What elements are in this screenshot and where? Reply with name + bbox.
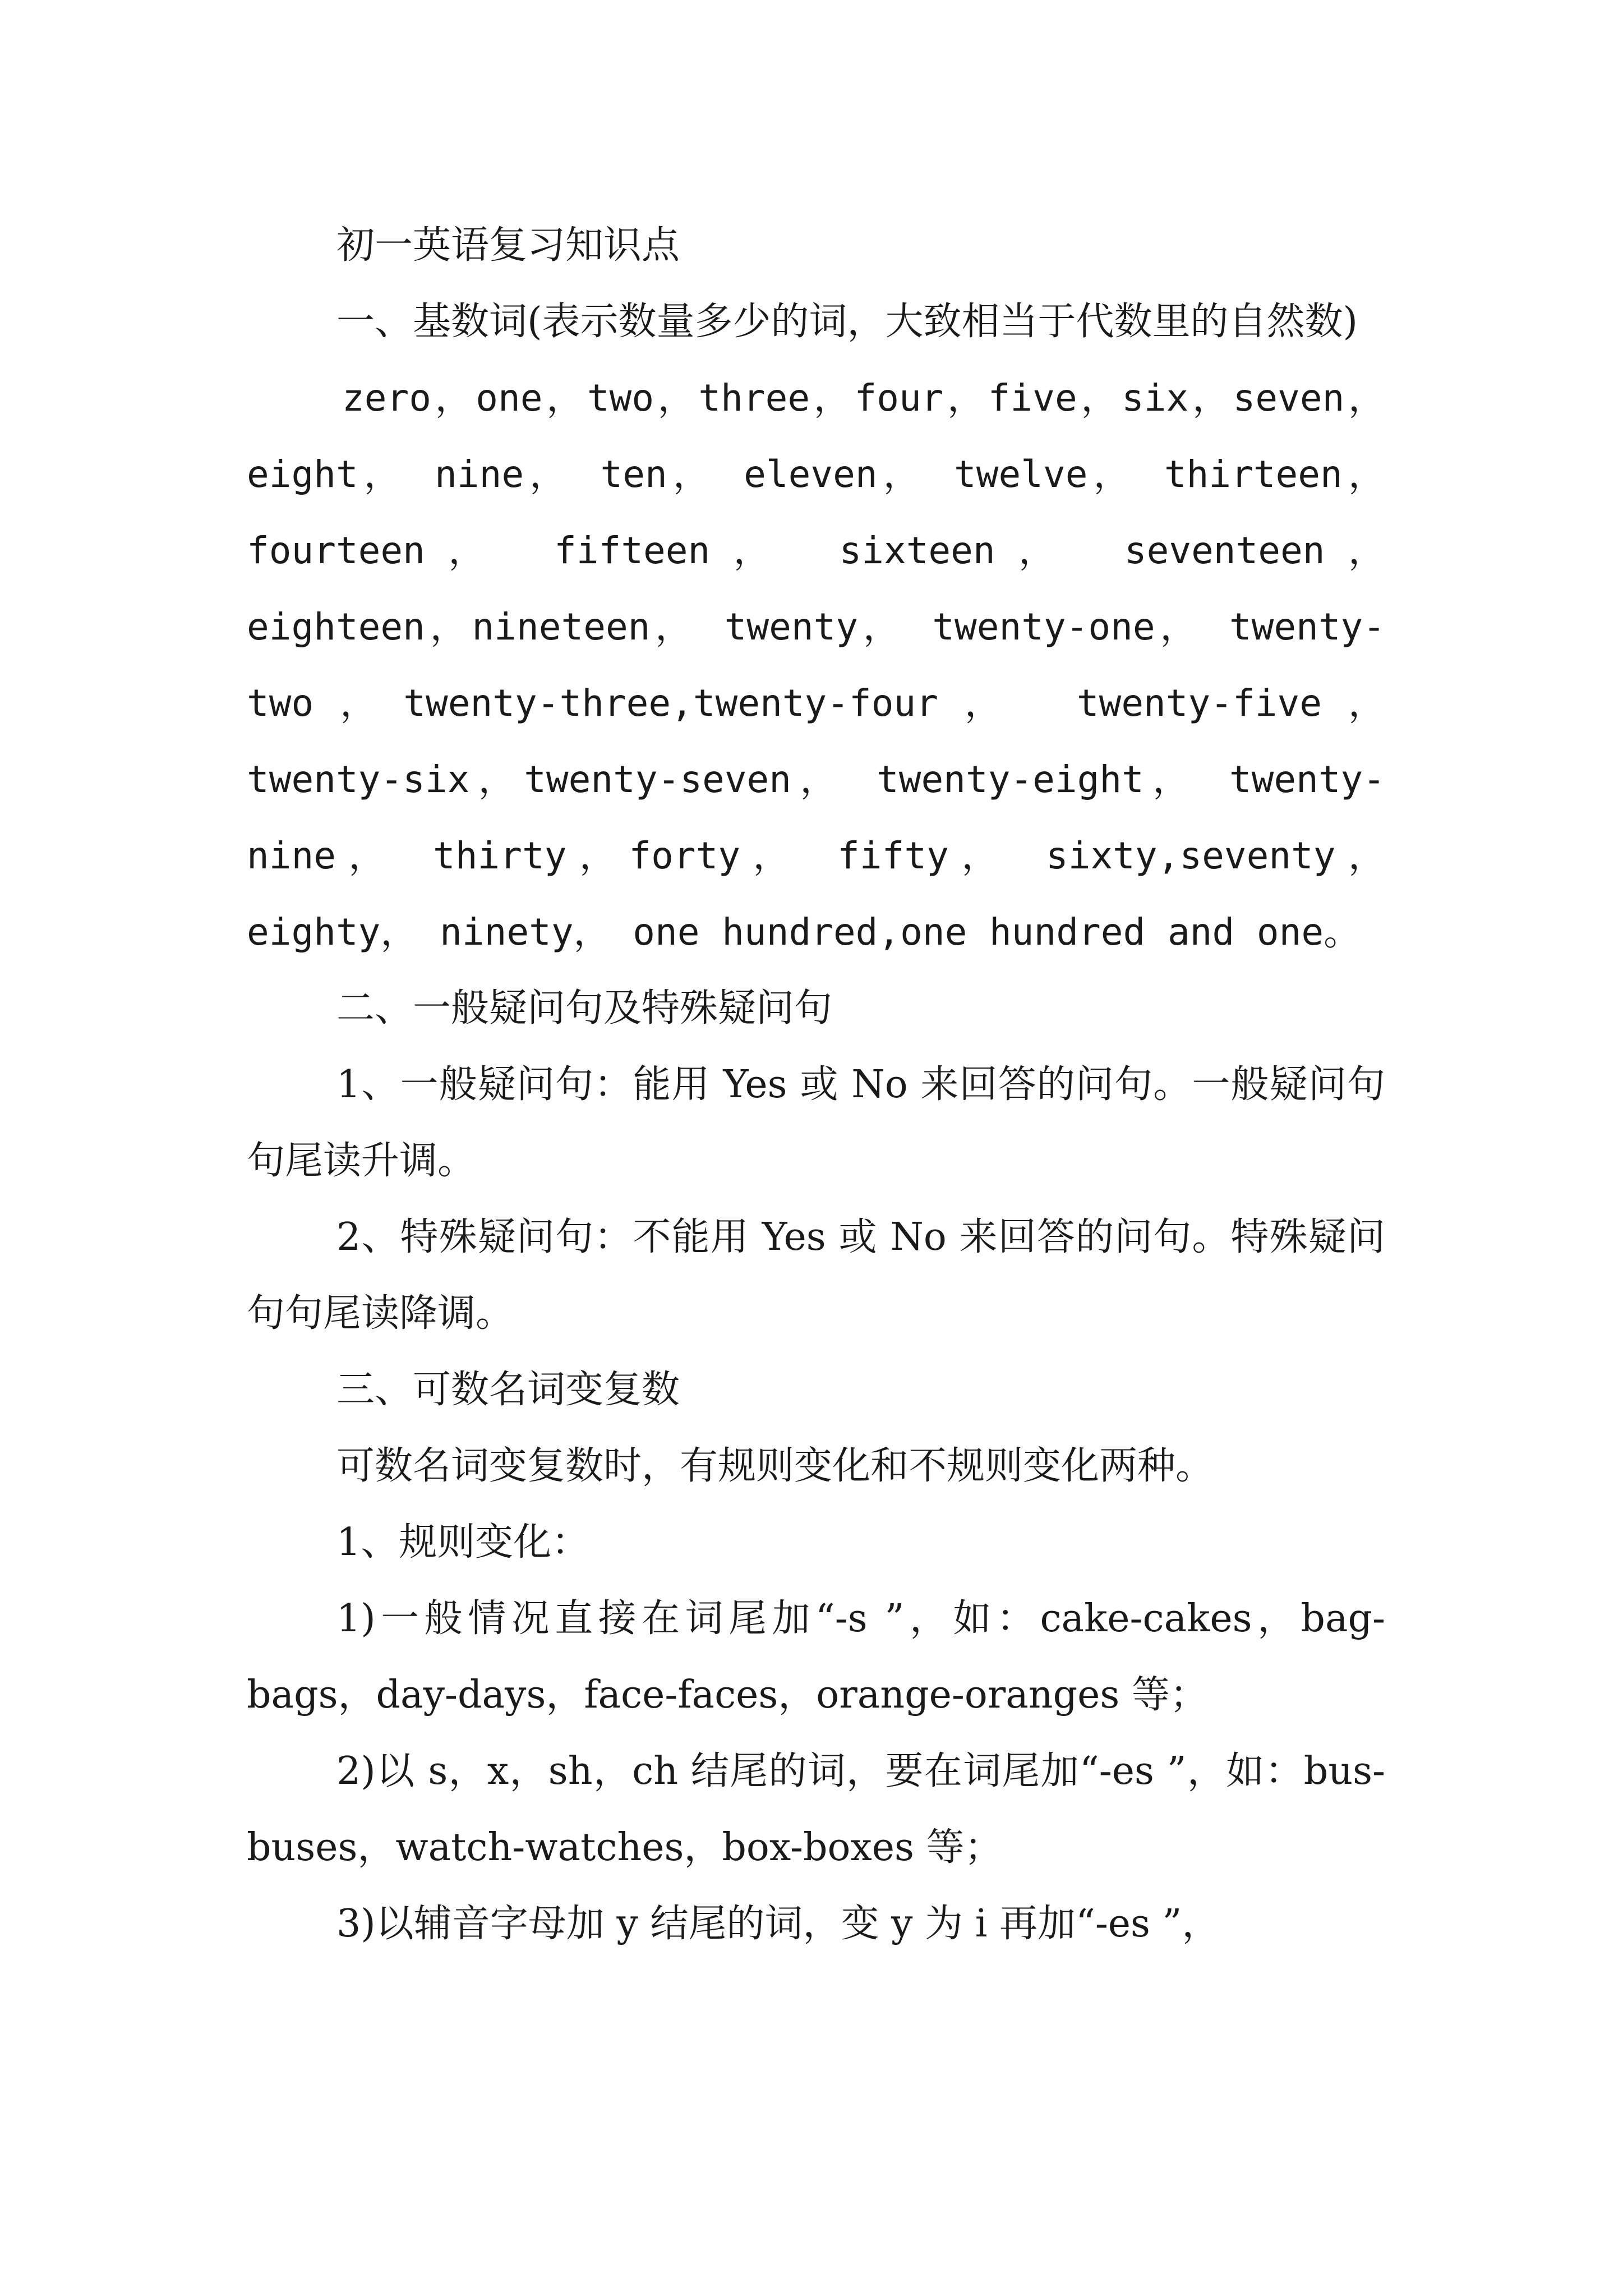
section-3-heading: 三、可数名词变复数 [336, 1368, 680, 1412]
regular-change-heading: 1、规则变化： [336, 1520, 590, 1565]
document-body [247, 208, 1385, 1962]
plural-rule-1: 1)一般情况直接在词尾加“-s ”，如：cake-cakes，bag-bags，day-days，face-faces，orange-oranges 等； [247, 1596, 1385, 1717]
plural-rule-2: 2)以 s，x，sh，ch 结尾的词，要在词尾加“-es ”，如：bus-buses，watch-watches，box-boxes 等； [247, 1749, 1385, 1870]
cardinal-numbers-list: zero，one，two，three，four，five，six，seven，eight， nine， ten， eleven， twelve， thirteen，fourteen， fifteen， sixteen， seventeen， eighteen，nineteen， twenty， twenty-one， twenty-two，twenty-three,twenty-four， twenty-five， twenty-six，twenty-seven， twenty-eight， twenty-nine， thirty，forty， fifty， sixty,seventy， eighty， ninety， one hundred,one hundred and one。 [247, 376, 1385, 954]
document-title: 初一英语复习知识点 [336, 223, 680, 268]
plural-rule-3: 3)以辅音字母加 y 结尾的词，变 y 为 i 再加“-es ”， [336, 1902, 1220, 1946]
plural-intro-paragraph: 可数名词变复数时，有规则变化和不规则变化两种。 [336, 1444, 1214, 1488]
section-1-heading: 一、基数词(表示数量多少的词，大致相当于代数里的自然数) [336, 300, 1358, 344]
general-question-paragraph: 1、一般疑问句：能用 Yes 或 No 来回答的问句。一般疑问句句尾读升调。 [247, 1062, 1385, 1183]
section-2-heading: 二、一般疑问句及特殊疑问句 [336, 986, 833, 1030]
special-question-paragraph: 2、特殊疑问句：不能用 Yes 或 No 来回答的问句。特殊疑问句句尾读降调。 [247, 1215, 1385, 1336]
